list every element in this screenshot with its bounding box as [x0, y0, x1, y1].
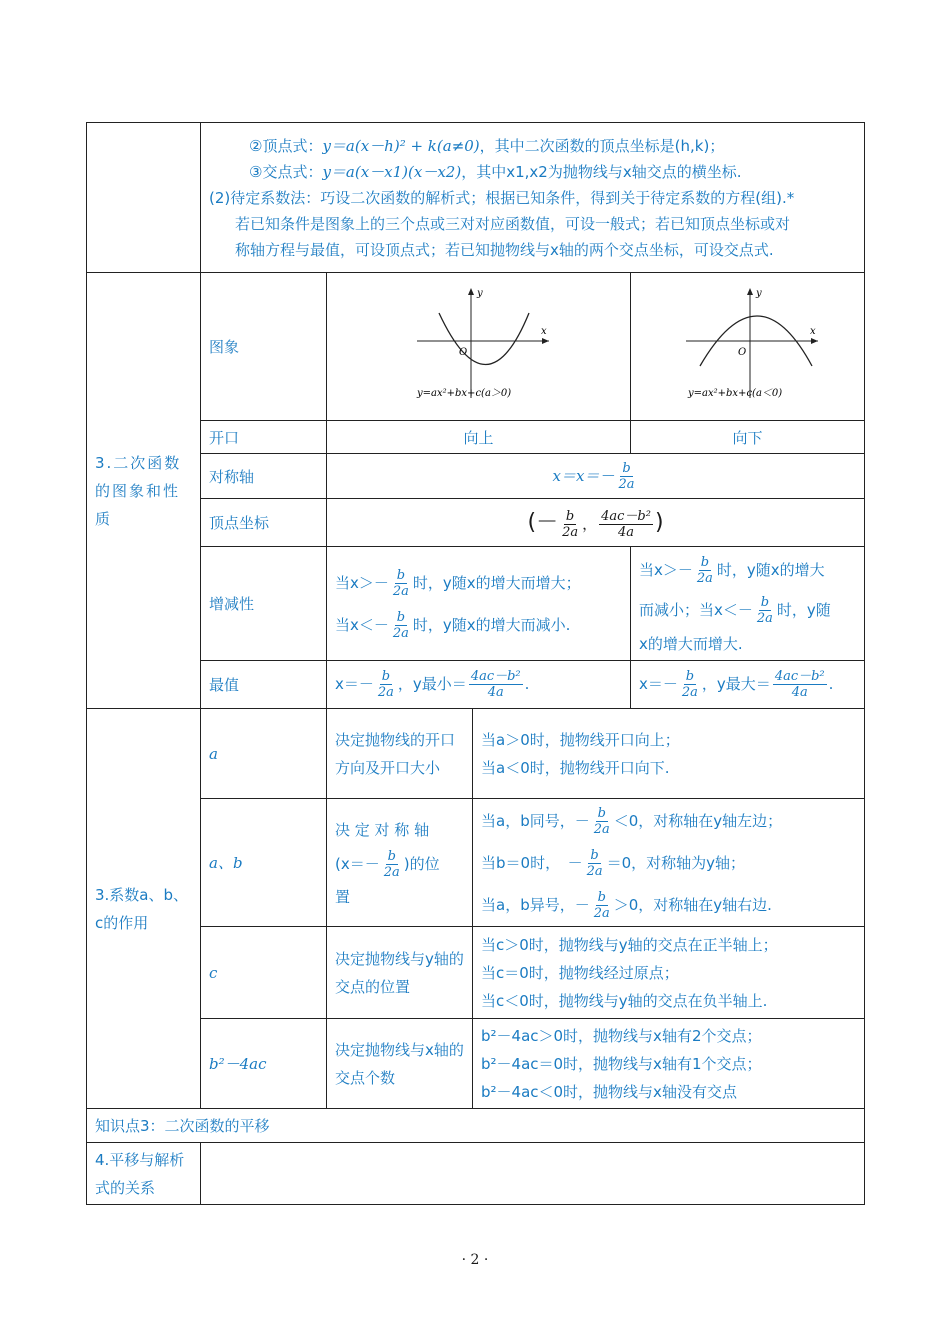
frac-num: 4ac－b²: [774, 669, 825, 684]
intercept-form-suffix: ，其中x1,x2为抛物线与x轴交点的横坐标.: [461, 162, 742, 181]
coeff-a-desc-line: 当a＞0时，抛物线开口向上；: [481, 730, 680, 749]
extreme-label: 最值: [201, 661, 327, 709]
fraction-b-2a: [382, 849, 402, 880]
graph-up-cell: [327, 273, 631, 421]
opening-label: 开口: [201, 421, 327, 454]
axis-origin-label: O: [458, 346, 467, 358]
knowledge-table: [86, 122, 865, 1205]
axis-y-label: y: [755, 287, 762, 299]
monotonic-down: [631, 547, 865, 661]
frac-den: 2a: [562, 525, 579, 540]
symmetry-axis-label: 对称轴: [201, 454, 327, 499]
coeff-d-desc: [473, 1019, 865, 1109]
frac-den: 2a: [383, 864, 400, 880]
frac-den: 2a: [392, 625, 409, 641]
vertex-label: 顶点坐标: [201, 499, 327, 547]
intercept-form-prefix: ③交点式：: [249, 162, 323, 181]
frac-num: 4ac－b²: [601, 509, 651, 524]
frac-num: b: [565, 509, 575, 524]
desc-text: 当a，b异号，－: [481, 895, 590, 914]
frac-den: 2a: [618, 476, 635, 492]
coeff-d-name: b²－4ac: [201, 1019, 327, 1109]
fraction-b-2a: [391, 568, 411, 599]
coeff-a-desc-line: 当a＜0时，抛物线开口向下.: [481, 758, 670, 777]
vertex-form-prefix: ②顶点式：: [249, 136, 323, 155]
frac-den: 4a: [618, 525, 635, 540]
fraction-b-2a: [695, 555, 715, 586]
coeff-c-name: c: [201, 927, 327, 1019]
desc-text: 当a，b同号，－: [481, 811, 590, 830]
graph-section-label: 3.二次函数的图象和性质: [87, 273, 201, 709]
coeff-c-desc-line: 当c＞0时，抛物线与y轴的交点在正半轴上；: [481, 935, 778, 954]
intercept-form-formula: y＝a(x－x1)(x－x2): [322, 162, 462, 181]
formulas-cell: [201, 123, 865, 273]
image-label: 图象: [201, 273, 327, 421]
symmetry-axis-prefix: x＝x＝－: [552, 466, 615, 485]
extreme-text: x＝－: [335, 675, 374, 693]
undetermined-line-3: 称轴方程与最值，可设顶点式；若已知抛物线与x轴的两个交点坐标，可设交点式.: [235, 240, 774, 259]
coeff-c-role: 决定抛物线与y轴的交点的位置: [327, 927, 473, 1019]
coeff-a-desc: [473, 709, 865, 799]
frac-num: b: [700, 554, 710, 570]
fraction-b-2a: [616, 461, 636, 492]
fraction-b-2a: [592, 806, 612, 837]
fraction-b-2a: [755, 595, 775, 626]
translation-content: [201, 1143, 865, 1205]
extreme-text: ，y最大＝: [701, 675, 771, 693]
axis-y-label: y: [476, 287, 483, 299]
monotonic-label: 增减性: [201, 547, 327, 661]
desc-text: ＞0，对称轴在y轴右边.: [613, 895, 772, 914]
desc-text: ＝0，对称轴为y轴；: [606, 853, 746, 872]
opening-up: 向上: [327, 421, 631, 454]
mono-text: 当x＞－: [639, 560, 693, 579]
mono-text: 时，y随x的增大而增大；: [412, 573, 581, 592]
coeff-d-desc-line: b²－4ac＝0时，抛物线与x轴有1个交点；: [481, 1054, 762, 1073]
mono-down-line-3: x的增大而增大.: [639, 634, 743, 653]
knowledge-point-3: 知识点3：二次函数的平移: [87, 1109, 865, 1143]
coeff-ab-role-line: 置: [335, 887, 351, 906]
parabola-down-graph: [678, 286, 818, 404]
coeff-c-desc-line: 当c＜0时，抛物线与y轴的交点在负半轴上.: [481, 991, 768, 1010]
fraction-b-2a: [585, 848, 605, 879]
coeff-ab-desc-line: [481, 800, 856, 842]
vertex-form-line: [209, 133, 856, 159]
frac-den: 4a: [487, 685, 504, 700]
fraction-b-2a: [391, 610, 411, 641]
frac-den: 2a: [593, 821, 610, 837]
mono-text: 时，y随x的增大而减小.: [412, 615, 571, 634]
coeff-section-label: 3.系数a、b、c的作用: [87, 709, 201, 1109]
mono-text: 时，y随x的增大: [716, 560, 825, 579]
mono-text: 当x＜－: [335, 615, 389, 634]
extreme-text: ，y最小＝: [397, 675, 467, 693]
vertex-close-paren: ): [654, 510, 664, 535]
frac-num: b: [387, 848, 396, 864]
opening-down: 向下: [631, 421, 865, 454]
fraction-b-2a: [376, 669, 396, 700]
fraction-b-2a: [560, 509, 580, 540]
coeff-a-name: a: [201, 709, 327, 799]
graph-down-caption: y=ax²+bx+c(a＜0): [687, 387, 782, 399]
mono-text: 当x＞－: [335, 573, 389, 592]
mono-down-line-1: [639, 550, 856, 590]
fraction-4ac-4a: [773, 669, 827, 700]
axis-x-label: x: [809, 325, 816, 337]
parabola-up-graph: [409, 286, 549, 404]
coeff-ab-desc-line: [481, 842, 856, 884]
axis-x-label: x: [540, 325, 547, 337]
graph-down-cell: [631, 273, 865, 421]
frac-den: 2a: [681, 685, 698, 700]
frac-num: b: [597, 889, 606, 905]
frac-den: 2a: [377, 685, 394, 700]
coeff-ab-role-line: [335, 846, 464, 882]
extreme-up: x＝－ $\frac{b}{2a}$ ，y最小＝ $\frac{\text{4ac－b²}}{4a}$ .: [327, 661, 631, 709]
frac-den: 2a: [756, 610, 773, 626]
extreme-down: x＝－ $\frac{b}{2a}$ ，y最大＝ $\frac{\text{4ac－b²}}{4a}$ .: [631, 661, 865, 709]
coeff-d-desc-line: b²－4ac＜0时，抛物线与x轴没有交点: [481, 1082, 737, 1101]
frac-num: b: [396, 609, 406, 625]
undetermined-line-2: 若已知条件是图象上的三个点或三对对应函数值，可设一般式；若已知顶点坐标或对: [235, 214, 791, 233]
frac-den: 4a: [791, 685, 808, 700]
coeff-c-desc: [473, 927, 865, 1019]
frac-num: b: [760, 594, 770, 610]
frac-num: b: [381, 669, 391, 684]
role-text: (x＝－: [335, 854, 380, 873]
frac-num: 4ac－b²: [470, 669, 521, 684]
intercept-form-line: [209, 159, 856, 185]
coeff-ab-role-line: 决 定 对 称 轴: [335, 820, 430, 839]
role-text: )的位: [403, 854, 440, 873]
mono-text: 时，y随: [776, 600, 831, 619]
fraction-b-2a: [592, 890, 612, 921]
vertex-form-formula: y＝a(x－h)² + k(a≠0): [322, 136, 480, 155]
fraction-4ac-4a: [599, 509, 653, 540]
vertex-value: [327, 499, 865, 547]
undetermined-line-1: (2)待定系数法：巧设二次函数的解析式；根据已知条件，得到关于待定系数的方程(组).*: [209, 188, 795, 207]
coeff-d-role: 决定抛物线与x轴的交点个数: [327, 1019, 473, 1109]
coeff-ab-role: [327, 799, 473, 927]
graph-up-caption: y=ax²+bx+c(a＞0): [416, 387, 511, 399]
mono-up-line-2: [335, 604, 622, 646]
empty-label-cell: [87, 123, 201, 273]
fraction-b-2a: [680, 669, 700, 700]
coeff-ab-desc: [473, 799, 865, 927]
desc-text: ＜0，对称轴在y轴左边；: [613, 811, 783, 830]
coeff-a-role: 决定抛物线的开口方向及开口大小: [327, 709, 473, 799]
coeff-c-desc-line: 当c＝0时，抛物线经过原点；: [481, 963, 679, 982]
mono-text: 而减小；当x＜－: [639, 600, 753, 619]
frac-num: b: [685, 669, 695, 684]
desc-text: 当b＝0时， －: [481, 853, 583, 872]
axis-origin-label: O: [737, 346, 746, 358]
vertex-comma: ，: [582, 515, 598, 533]
mono-up-line-1: [335, 562, 622, 604]
frac-den: 2a: [392, 583, 409, 599]
translation-label: 4.平移与解析式的关系: [87, 1143, 201, 1205]
extreme-text: x＝－: [639, 675, 678, 693]
frac-num: b: [396, 567, 406, 583]
vertex-form-suffix: ，其中二次函数的顶点坐标是(h,k)；: [479, 136, 725, 155]
mono-down-line-2: [639, 590, 856, 630]
coeff-ab-name: a、b: [201, 799, 327, 927]
coeff-d-desc-line: b²－4ac＞0时，抛物线与x轴有2个交点；: [481, 1026, 762, 1045]
fraction-4ac-4a: [469, 669, 523, 700]
frac-den: 2a: [586, 863, 603, 879]
frac-num: b: [622, 460, 631, 476]
symmetry-axis-value: [327, 454, 865, 499]
frac-num: b: [590, 847, 599, 863]
monotonic-up: [327, 547, 631, 661]
vertex-open-paren: (－: [527, 510, 559, 535]
frac-num: b: [597, 805, 606, 821]
frac-den: 2a: [593, 905, 610, 921]
coeff-ab-desc-line: [481, 884, 856, 926]
page-number: · 2 ·: [461, 1252, 489, 1268]
frac-den: 2a: [696, 570, 713, 586]
